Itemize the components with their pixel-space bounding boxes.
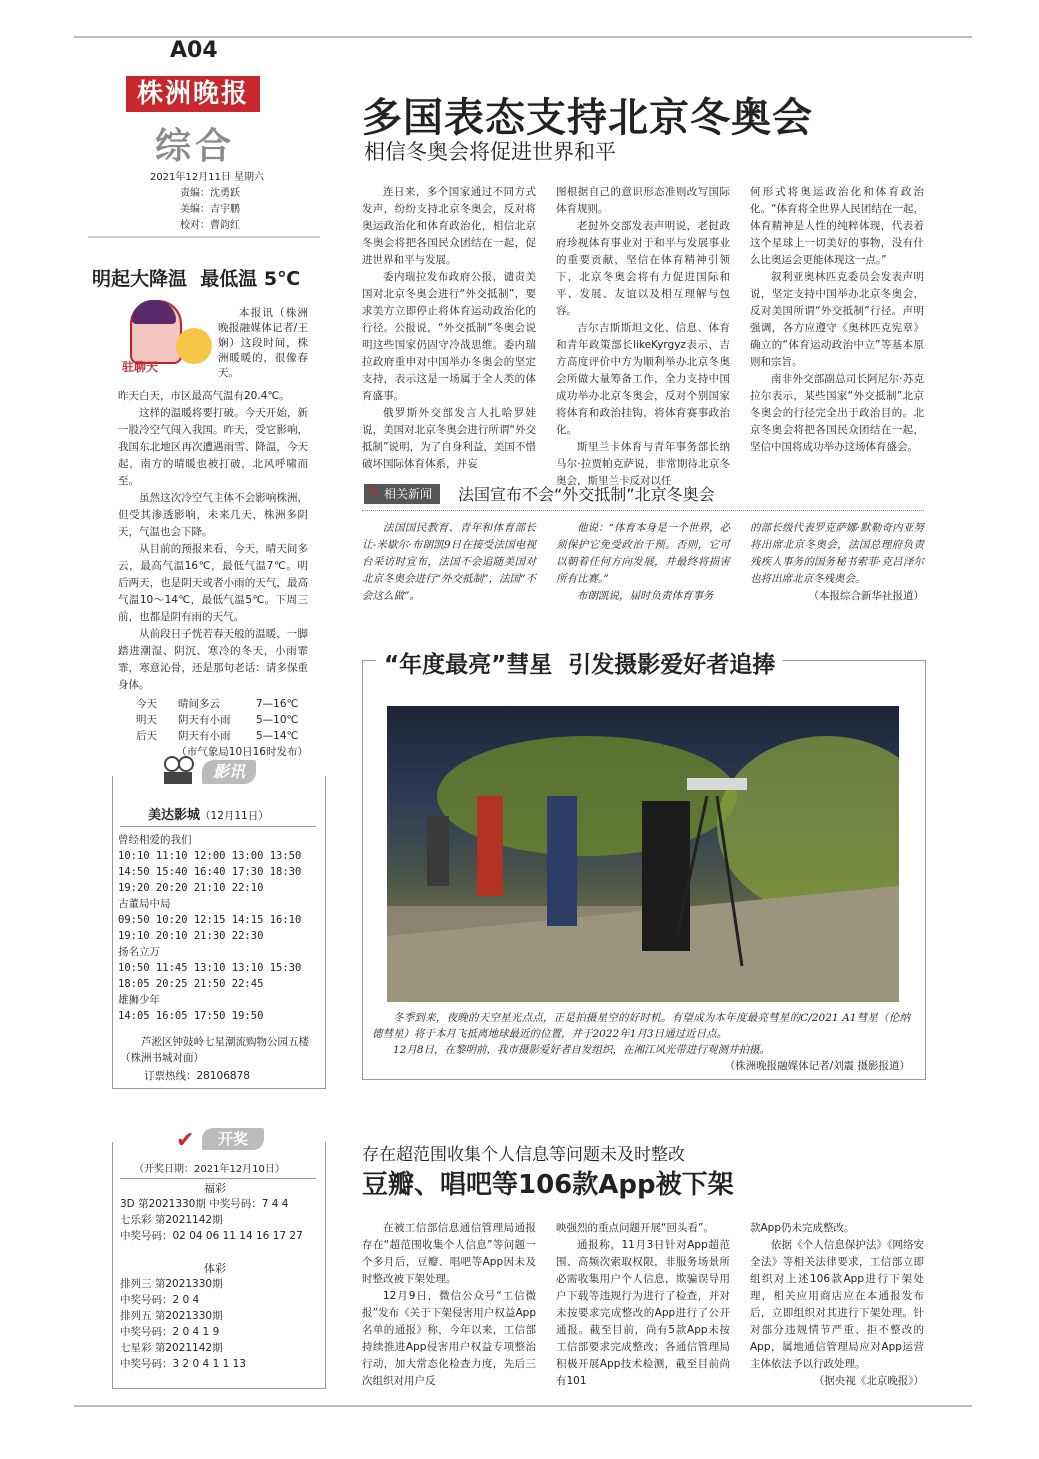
main-para: 连日来，多个国家通过不同方式发声，纷纷支持北京冬奥会，反对将奥运政治化和体育政治化，相信北京冬奥会将把各国民众团结在一起，促进世界和平与发展。 xyxy=(362,186,536,266)
app-para: 映强烈的重点问题开展“回头看”。 xyxy=(556,1222,714,1234)
forecast-desc: 阴天有小雨 xyxy=(178,714,231,726)
comet-headline: “年度最亮”彗星 引发摄影爱好者追捧 xyxy=(376,646,783,679)
showtimes: 10:50 11:45 13:10 13:10 15:30 xyxy=(118,962,302,974)
lottery-header xyxy=(176,1124,270,1154)
forecast-temp: 7—16℃ xyxy=(256,698,299,710)
lottery-line: 排列三 第2021330期 xyxy=(120,1278,223,1290)
film-title: 雄狮少年 xyxy=(118,994,160,1006)
film-title: 扬名立万 xyxy=(118,946,160,958)
main-para: 叙利亚奥林匹克委员会发表声明说，坚定支持中国举办北京冬奥会，反对美国所谓“外交抵制”行径。声明强调，各方应遵守《奥林匹克宪章》确立的“体育运动政治中立”等基本原则和宗旨。 xyxy=(750,271,924,368)
lottery-line: 排列五 第2021330期 xyxy=(120,1310,223,1322)
app-para: 12月9日，微信公众号“工信微报”发布《关于下架侵害用户权益App名单的通报》称，今年以来，工信部持续推进App侵害用户权益专项整治行动，加大常态化检查力度，先后三次组织对用户反 xyxy=(362,1290,536,1387)
related-col-1 xyxy=(362,520,536,605)
forecast-day: 今天 xyxy=(136,698,157,710)
logo-text: 株洲晚报 xyxy=(136,79,249,109)
weather-body xyxy=(118,388,308,760)
cinema-divider xyxy=(120,826,316,827)
related-headline: 法国宣布不会“外交抵制”北京冬奥会 xyxy=(458,485,715,504)
pen-icon: ✎ xyxy=(368,486,379,501)
forecast-row xyxy=(118,728,308,744)
fucai-results xyxy=(120,1196,303,1244)
lottery-tag: 开奖 xyxy=(202,1128,264,1150)
related-tag-label: 相关新闻 xyxy=(384,487,433,501)
related-para: 布朗凯说，届时负责体育事务 xyxy=(577,590,714,602)
main-col-3 xyxy=(750,184,924,456)
weather-para: 从前段日子恍若春天般的温暖，一脚踏进潮湿、阴沉、寒冷的冬天，小雨霏霏，寒意沁骨，还是那句老话：请多保重身体。 xyxy=(118,628,308,691)
weather-para: 虽然这次冷空气主体不会影响株洲，但受其渗透影响，未来几天，株洲多阴天，气温也会下降。 xyxy=(118,492,308,538)
fucai-label: 福彩 xyxy=(204,1182,226,1195)
related-para: 法国国民教育、青年和体育部长让-米歇尔·布朗凯9日在接受法国电视台采访时宣布，法国不会追随美国对北京冬奥会进行“外交抵制”，法国“不会这么做”。 xyxy=(362,522,536,602)
weather-avatar xyxy=(118,300,214,382)
masthead-divider xyxy=(88,236,320,238)
main-para: 斯里兰卡体育与青年事务部长纳马尔·拉贾帕克萨说，非常期待北京冬奥会，斯里兰卡反对以任 xyxy=(556,441,730,487)
comet-photo-scene xyxy=(387,706,899,1002)
main-headline: 多国表态支持北京冬奥会 xyxy=(362,95,813,141)
forecast-desc: 晴间多云 xyxy=(178,698,220,710)
app-para: 通报称，11月3日针对App超范围、高频次索取权限，非服务场景所必需收集用户个人信息，欺骗误导用户下载等违规行为进行了检查，并对未按要求完成整改的App进行了公开通报。截至目前，尚有5款App未按工信部要求完成整改；各通信管理局积极开展App技术检测，截至目前尚有101 xyxy=(556,1239,730,1387)
designer: 美编：吉宇鹏 xyxy=(180,204,240,215)
comet-caption-text: 冬季到来，夜晚的天空星光点点，正是拍摄星空的好时机。有望成为本年度最亮彗星的C/2021 A1彗星（伦纳德彗星）将于本月飞抵离地球最近的位置，并于2022年1月3日通过近日点。 xyxy=(372,1012,910,1040)
related-dots xyxy=(362,510,924,511)
forecast-table xyxy=(118,696,308,760)
app-col-3 xyxy=(750,1220,924,1388)
forecast-day: 明天 xyxy=(136,714,157,726)
film-title: 古董局中局 xyxy=(118,898,171,910)
app-kicker: 存在超范围收集个人信息等问题未及时整改 xyxy=(362,1145,685,1165)
forecast-row xyxy=(118,712,308,728)
cinema-header xyxy=(162,754,262,794)
issue-meta xyxy=(132,170,282,234)
comet-caption xyxy=(372,1010,910,1073)
app-credit: （据央视《北京晚报》） xyxy=(813,1375,924,1387)
weather-intro: 本报讯（株洲晚报融媒体记者/王娴）这段时间，株洲暖暖的，很像春天。 xyxy=(218,307,308,379)
main-para: 老挝外交部发表声明说，老挝政府珍视体育事业对于和平与发展事业的重要贡献，坚信在体育精神引领下，北京冬奥会将有力促进国际和平、发展、友谊以及相互理解与包容。 xyxy=(556,220,730,317)
main-col-1 xyxy=(362,184,536,473)
app-col-2 xyxy=(556,1220,730,1390)
weather-headline: 明起大降温 最低温 5℃ xyxy=(92,268,301,290)
comet-photo xyxy=(387,706,899,1002)
lottery-line: 中奖号码：2 0 4 1 9 xyxy=(120,1326,220,1338)
app-para: 在被工信部信息通信管理局通报存在“超范围收集个人信息”等问题一个多月后，豆瓣、唱吧等App因未及时整改被下架处理。 xyxy=(362,1222,536,1285)
related-col-3 xyxy=(750,520,924,603)
main-para: 委内瑞拉发布政府公报，谴责美国对北京冬奥会进行“外交抵制”，要求美方立即停止将体育运动政治化的行径。公报说，“外交抵制”冬奥会说明这些国家仍固守冷战思维。委内瑞拉政府重申对中国举办冬奥会的坚定支持，表示这是一场属于全人类的体育盛事。 xyxy=(362,271,536,402)
main-subheadline: 相信冬奥会将促进世界和平 xyxy=(364,140,616,164)
lottery-line: 中奖号码：3 2 0 4 1 1 13 xyxy=(120,1358,246,1370)
section-name: 综合 xyxy=(155,126,236,167)
forecast-day: 后天 xyxy=(136,730,157,742)
lottery-divider xyxy=(120,1178,316,1179)
issue-date: 2021年12月11日 星期六 xyxy=(149,172,265,183)
showtimes: 14:05 16:05 17:50 19:50 xyxy=(118,1010,264,1022)
cinema-address: 芦淞区钟鼓岭七星潮流购物公园五楼（株洲书城对面） xyxy=(120,1036,309,1064)
weather-para: 昨天白天，市区最高气温有20.4℃。 xyxy=(118,390,290,402)
lottery-line: 七星彩 第2021142期 xyxy=(120,1342,223,1354)
forecast-temp: 5—14℃ xyxy=(256,730,299,742)
main-para: 俄罗斯外交部发言人扎哈罗娃说，美国对北京冬奥会进行所谓“外交抵制”说明，为了自身利益，美国不惜破坏国际体育体系，并妄 xyxy=(362,407,536,470)
newspaper-logo xyxy=(126,76,260,112)
forecast-source: （市气象局10日16时发布） xyxy=(176,746,308,758)
main-para: 南非外交部副总司长阿尼尔·苏克拉尔表示，某些国家“外交抵制”北京冬奥会的行径完全出于政治目的。北京冬奥会将把各国民众团结在一起，坚信中国将成功举办这场体育盛会。 xyxy=(750,373,924,453)
cinema-tag: 影讯 xyxy=(202,760,256,784)
main-para: 图根据自己的意识形态准则改写国际体育规则。 xyxy=(556,186,730,215)
lottery-line: 七乐彩 第2021142期 xyxy=(120,1214,223,1226)
showtimes: 18:05 20:25 21:50 22:45 xyxy=(118,978,264,990)
related-credit: （本报综合新华社报道） xyxy=(808,590,924,602)
showtimes: 14:50 15:40 16:40 17:30 18:30 xyxy=(118,866,302,878)
film-camera-icon xyxy=(162,756,198,786)
related-para: 他说：“体育本身是一个世界，必须保护它免受政治干预。否则，它可以朝着任何方向发展，并最终将损害所有比赛。” xyxy=(556,522,730,585)
page-number: A04 xyxy=(170,38,218,63)
related-para: 的部长级代表罗克萨娜·默勒奇内亚努将出席北京冬奥会，法国总理府负责残疾人事务的国务秘书索菲·克吕泽尔也将出席北京冬残奥会。 xyxy=(750,522,924,585)
main-para: 吉尔吉斯斯坦文化、信息、体育和青年政策部长likeKyrgyz表示，吉方高度评价中方为顺利举办北京冬奥会所做大量筹备工作，全力支持中国成功举办北京冬奥会，反对个别国家将体育和政治挂钩，将体育赛事政治化。 xyxy=(556,322,730,436)
forecast-desc: 阴天有小雨 xyxy=(178,730,231,742)
forecast-row xyxy=(118,696,308,712)
app-para: 依据《个人信息保护法》《网络安全法》等相关法律要求，工信部立即组织对上述106款App进行下架处理，相关应用商店应在本通报发布后，立即组织对其进行下架处理。针对部分违规情节严重、拒不整改的App，属地通信管理局应对App运营主体依法予以行政处理。 xyxy=(750,1239,924,1370)
cinema-schedule xyxy=(118,832,318,1024)
lottery-line: 中奖号码：2 0 4 xyxy=(120,1294,200,1306)
editor: 责编：沈勇跃 xyxy=(180,188,240,199)
app-para: 款App仍未完成整改。 xyxy=(750,1222,855,1234)
proofreader: 校对：曹韵红 xyxy=(180,220,240,231)
comet-caption-text2: 12月8日，在黎明前，我市摄影爱好者自发组织，在湘江风光带进行观测并拍摄。 xyxy=(393,1044,771,1056)
main-para: 何形式将奥运政治化和体育政治化。“体育将全世界人民团结在一起，体育精神是人性的纯粹体现，代表着这个星球上一切美好的事物，没有什么比奥运会更能体现这一点。” xyxy=(750,186,924,266)
showtimes: 19:20 20:20 21:10 22:10 xyxy=(118,882,264,894)
ticai-label: 体彩 xyxy=(204,1262,226,1275)
app-col-1 xyxy=(362,1220,536,1390)
main-col-2 xyxy=(556,184,730,490)
lottery-line: 中奖号码：02 04 06 11 14 16 17 27 xyxy=(120,1230,303,1242)
related-col-2 xyxy=(556,520,730,605)
check-icon: ✔ xyxy=(176,1128,195,1153)
showtimes: 10:10 11:10 12:00 13:00 13:50 xyxy=(118,850,302,862)
app-headline: 豆瓣、唱吧等106款App被下架 xyxy=(362,1170,734,1200)
cinema-name-line xyxy=(148,804,269,823)
film-title: 曾经相爱的我们 xyxy=(118,834,192,846)
ticai-results xyxy=(120,1276,246,1372)
bottom-rule xyxy=(74,1405,972,1407)
weather-para: 这样的温暖将要打破。今天开始，新一股冷空气闯入我国。昨天，受它影响，我国东北地区再次遭遇雨雪、降温，今天起，南方的晴暖也被打破，北风呼啸而至。 xyxy=(118,407,308,487)
related-tag xyxy=(364,484,440,504)
lottery-date: （开奖日期：2021年12月10日） xyxy=(134,1164,285,1175)
weather-para: 从目前的预报来看，今天，晴天间多云，最高气温16℃，最低气温7℃。明后两天，也是阴天或者小雨的天气，最高气温10～14℃，最低气温5℃。下周三前，也都是阴有雨的天气。 xyxy=(118,543,308,623)
weather-badge: 驻聊天 xyxy=(122,360,159,374)
showtimes: 09:50 10:20 12:15 14:15 16:10 xyxy=(118,914,302,926)
showtimes: 19:10 20:10 21:30 22:30 xyxy=(118,930,264,942)
comet-credit: （株洲晚报融媒体记者/刘震 摄影报道） xyxy=(724,1060,910,1072)
cinema-name: 美达影城 xyxy=(148,808,201,823)
forecast-temp: 5—10℃ xyxy=(256,714,299,726)
cinema-date: （12月11日） xyxy=(200,810,269,822)
lottery-line: 3D 第2021330期 中奖号码：7 4 4 xyxy=(120,1198,289,1210)
cinema-hotline: 订票热线：28106878 xyxy=(144,1070,250,1082)
